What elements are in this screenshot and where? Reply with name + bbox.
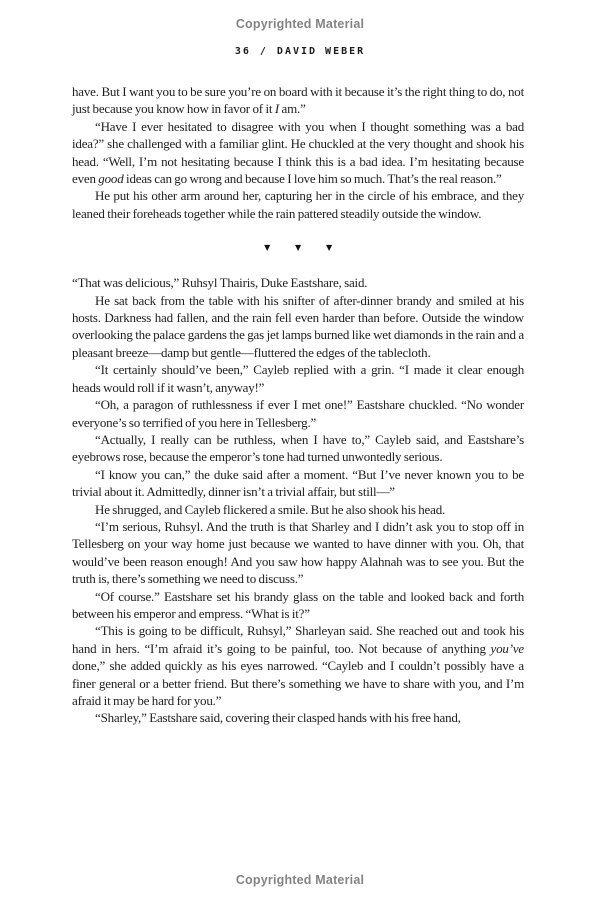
paragraph-text: “This is going to be difficult, Ruhsyl,” Sharleyan said. She reached out and took his hand in hers. “I’m afraid it’s going to be painful, too. Not because of anything xyxy=(72,623,524,656)
italic-text: good xyxy=(98,171,124,187)
paragraph xyxy=(72,187,524,222)
paragraph xyxy=(72,118,524,188)
running-header xyxy=(0,46,600,57)
paragraph xyxy=(72,466,524,501)
paragraph xyxy=(72,622,524,709)
paragraph-text: He put his other arm around her, capturing her in the circle of his embrace, and they leaned their foreheads together while the rain pattered steadily outside the window. xyxy=(72,188,524,221)
italic-text: I xyxy=(274,101,279,117)
copyright-notice-bottom: Copyrighted Material xyxy=(235,873,365,887)
paragraph xyxy=(72,396,524,431)
paragraph-text: done,” she added quickly as his eyes narrowed. “Cayleb and I couldn’t possibly have a finer general or a better friend. But there’s something we have to share with you, and I’m afraid it may be hard for you.” xyxy=(72,658,524,708)
italic-text: you’ve xyxy=(490,640,524,656)
paragraph-text: “It certainly should’ve been,” Cayleb replied with a grin. “I made it clear enough heads would roll if it wasn’t, anyway!” xyxy=(72,362,524,395)
paragraph xyxy=(72,431,524,466)
paragraph xyxy=(72,292,524,362)
scene-break xyxy=(72,222,524,274)
paragraph-text: “I’m serious, Ruhsyl. And the truth is that Sharley and I didn’t ask you to stop off in Tellesberg on your way home just because we wanted to have dinner with you. Oh, that would’ve been reason enough! And you saw how happy Alahnah was to see you. But the truth is, there’s something we need to discuss.” xyxy=(72,518,524,587)
paragraph xyxy=(72,588,524,623)
paragraph-text: “Oh, a paragon of ruthlessness if ever I met one!” Eastshare chuckled. “No wonder everyone’s so terrified of you here in Tellesberg.” xyxy=(72,397,524,430)
paragraph xyxy=(72,361,524,396)
triangle-ornament-icon: ▼ xyxy=(295,243,301,253)
paragraph-text: “That was delicious,” Ruhsyl Thairis, Duke Eastshare, said. xyxy=(72,275,368,291)
copyright-notice-top: Copyrighted Material xyxy=(235,17,365,31)
paragraph xyxy=(72,518,524,588)
paragraph-text: ideas can go wrong and because I love him so much. That’s the real reason.” xyxy=(123,171,502,187)
body-text xyxy=(72,83,524,727)
paragraph-text: am.” xyxy=(278,101,306,117)
paragraph-text: “I know you can,” the duke said after a moment. “But I’ve never known you to be trivial about it. Admittedly, dinner isn’t a trivial affair, but still—” xyxy=(72,466,524,500)
paragraph xyxy=(72,501,524,518)
author-name: DAVID WEBER xyxy=(276,46,366,57)
paragraph-text: He shrugged, and Cayleb flickered a smile. But he also shook his head. xyxy=(95,501,446,517)
paragraph-text: “Of course.” Eastshare set his brandy glass on the table and looked back and forth between his emperor and empress. “What is it?” xyxy=(72,588,524,621)
paragraph-text: “Actually, I really can be ruthless, when I have to,” Cayleb said, and Eastshare’s eyebrows rose, because the emperor’s tone had turned unwontedly serious. xyxy=(72,431,524,465)
paragraph xyxy=(72,83,524,118)
paragraph xyxy=(72,274,524,291)
paragraph-text: “Sharley,” Eastshare said, covering their clasped hands with his free hand, xyxy=(95,710,461,726)
paragraph-text: “Have I ever hesitated to disagree with you when I thought something was a bad idea?” she challenged with a familiar glint. He chuckled at the very thought and shook his head. “Well, I’m not hesitating because I think this is a bad idea. I’m hesitating because even xyxy=(72,118,524,187)
triangle-ornament-icon: ▼ xyxy=(325,243,332,253)
paragraph-text: have. But I want you to be sure you’re on board with it because it’s the right thing to do, not just because you know how in favor of it xyxy=(72,84,524,117)
header-separator: / xyxy=(259,46,268,57)
triangle-ornament-icon: ▼ xyxy=(264,243,271,253)
page-number: 36 xyxy=(234,46,251,57)
paragraph xyxy=(72,709,524,726)
paragraph-text: He sat back from the table with his snifter of after-dinner brandy and smiled at his hosts. Darkness had fallen, and the rain fell even harder than before. Outside the window overlooking the palace gardens the gas jet lamps burned like wet diamonds in the rain and a pleasant breeze—damp but gentle—fluttered the edges of the tablecloth. xyxy=(72,292,524,360)
